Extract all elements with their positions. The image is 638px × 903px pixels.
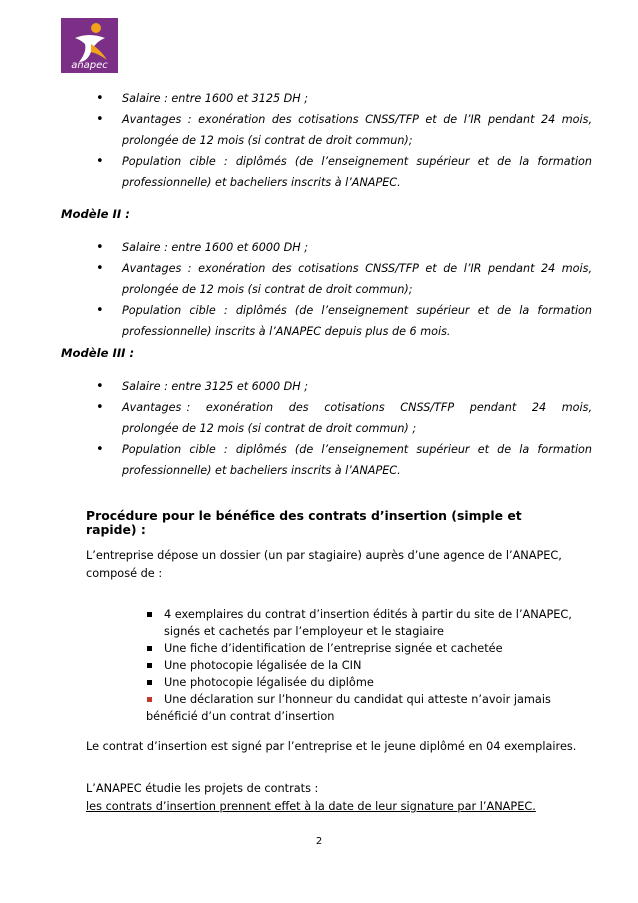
list-item-text: Population cible : diplômés (de l’enseignement supérieur et de la formation xyxy=(122,443,592,456)
list-item-continuation: prolongée de 12 mois (si contrat de droit commun); xyxy=(122,283,413,296)
study-paragraph: L’ANAPEC étudie les projets de contrats : xyxy=(86,782,319,795)
list-item: Une photocopie légalisée du diplôme xyxy=(146,674,596,691)
list-item xyxy=(96,300,592,321)
list-item-continuation: bénéficié d’un contrat d’insertion xyxy=(146,710,335,723)
signature-paragraph: Le contrat d’insertion est signé par l’entreprise et le jeune diplômé en 04 exemplaires. xyxy=(86,740,577,753)
list-item: Une fiche d’identification de l’entreprise signée et cachetée xyxy=(146,640,596,657)
list-item-text: Salaire : entre 1600 et 3125 DH ; xyxy=(122,92,309,105)
documents-list xyxy=(146,606,596,725)
list-item-text: Salaire : entre 3125 et 6000 DH ; xyxy=(122,380,309,393)
list-item-continuation: prolongée de 12 mois (si contrat de droit commun); xyxy=(122,134,413,147)
list-item: Une photocopie légalisée de la CIN xyxy=(146,657,596,674)
list-item xyxy=(96,439,592,460)
list-item-text: Salaire : entre 1600 et 6000 DH ; xyxy=(122,241,309,254)
list-item xyxy=(96,376,592,397)
list-item-continuation: professionnelle) et bacheliers inscrits à l’ANAPEC. xyxy=(122,464,401,477)
model3-heading: Modèle III : xyxy=(61,346,135,360)
list-item: Une déclaration sur l’honneur du candidat qui atteste n’avoir jamais xyxy=(146,691,596,708)
logo-text: anapec xyxy=(71,60,108,71)
list-item xyxy=(96,258,592,279)
list-item xyxy=(96,109,592,130)
list-item xyxy=(96,151,592,172)
model3-list xyxy=(96,376,592,481)
list-item: 4 exemplaires du contrat d’insertion édités à partir du site de l’ANAPEC, signés et cachetés par l’employeur et le stagiaire xyxy=(146,606,596,640)
list-item-text: Avantages : exonération des cotisations CNSS/TFP pendant 24 mois, xyxy=(122,401,592,414)
anapec-logo xyxy=(61,18,118,73)
list-item xyxy=(96,397,592,418)
list-item xyxy=(96,237,592,258)
model2-heading: Modèle II : xyxy=(61,207,130,221)
list-item-text: Population cible : diplômés (de l’enseignement supérieur et de la formation xyxy=(122,155,592,168)
list-item-text: Population cible : diplômés (de l’enseignement supérieur et de la formation xyxy=(122,304,592,317)
list-item-continuation: prolongée de 12 mois (si contrat de droit commun) ; xyxy=(122,422,417,435)
list-item-text: Avantages : exonération des cotisations CNSS/TFP et de l’IR pendant 24 mois, xyxy=(122,113,592,126)
model2-list xyxy=(96,237,592,342)
procedure-intro: L’entreprise dépose un dossier (un par stagiaire) auprès d’une agence de l’ANAPEC, composé de : xyxy=(86,549,562,580)
list-item xyxy=(96,88,592,109)
effect-paragraph: les contrats d’insertion prennent effet à la date de leur signature par l’ANAPEC. xyxy=(86,800,536,813)
model1-list xyxy=(96,88,592,193)
list-item-text: Avantages : exonération des cotisations CNSS/TFP et de l’IR pendant 24 mois, xyxy=(122,262,592,275)
list-item-continuation: professionnelle) inscrits à l’ANAPEC depuis plus de 6 mois. xyxy=(122,325,451,338)
page-number: 2 xyxy=(315,836,323,847)
procedure-title: Procédure pour le bénéfice des contrats d’insertion (simple et rapide) : xyxy=(86,508,522,537)
list-item-continuation: professionnelle) et bacheliers inscrits à l’ANAPEC. xyxy=(122,176,401,189)
